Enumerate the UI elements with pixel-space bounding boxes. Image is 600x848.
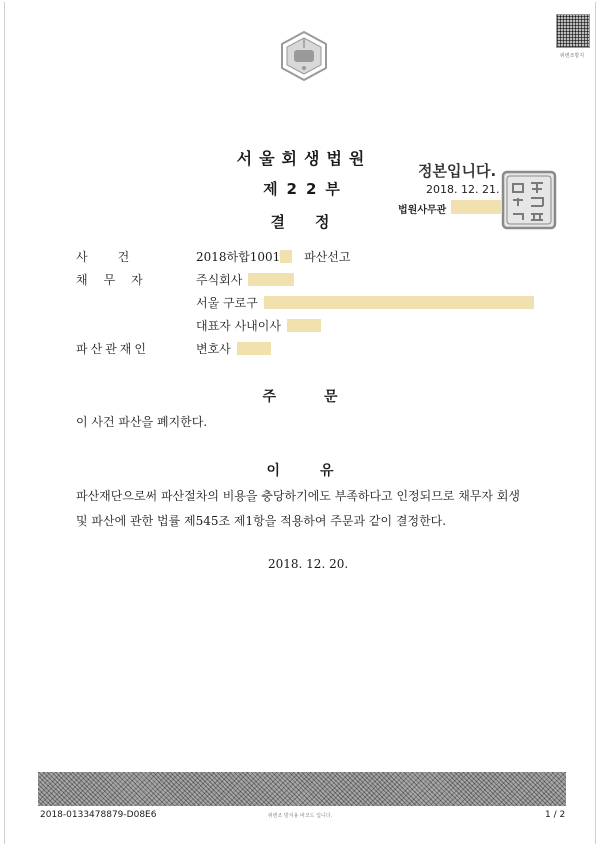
qr-caption: 위변조방지 (559, 53, 585, 59)
reason-line-2: 및 파산에 관한 법률 제545조 제1항을 적용하여 주문과 같이 결정한다. (76, 514, 447, 528)
debtor-company: 주식회사 (196, 273, 243, 287)
court-emblem-icon (278, 30, 330, 82)
trustee-title: 변호사 (196, 342, 231, 356)
debtor-rep-line (196, 317, 321, 334)
case-name: 파산선고 (304, 250, 351, 264)
page-number: 1 / 2 (545, 810, 566, 820)
case-number: 2018하합1001 (196, 250, 281, 264)
court-name: 서울회생법원 (236, 149, 372, 168)
document-type: 결정 (270, 213, 360, 231)
debtor-address: 서울 구로구 (196, 296, 258, 310)
reason-line-1: 파산재단으로써 파산절차의 비용을 충당하기에도 부족하다고 인정되므로 채무자 회생 (76, 489, 521, 503)
redaction (264, 296, 534, 309)
certification-date: 2018. 12. 21. (426, 183, 500, 196)
redaction-clerk-name (451, 200, 501, 214)
order-heading: 주문 (262, 389, 386, 405)
redaction (280, 250, 292, 263)
case-line (196, 248, 350, 265)
debtor-address-line (196, 294, 534, 311)
redaction (287, 319, 321, 332)
qr-code (556, 14, 590, 48)
trustee-line (196, 340, 271, 357)
case-label: 사건 (76, 250, 160, 264)
debtor-company-line (196, 271, 294, 288)
redaction (248, 273, 294, 286)
debtor-label: 채무자 (76, 273, 159, 287)
clerk-label: 법원사무관 (398, 205, 447, 216)
anti-forgery-barcode (38, 772, 566, 806)
debtor-representative: 대표자 사내이사 (196, 319, 281, 333)
division: 제22부 (263, 180, 349, 198)
certified-copy-stamp: 정본입니다. (418, 162, 497, 180)
order-text: 이 사건 파산을 폐지한다. (76, 415, 208, 429)
document-id: 2018-0133478879-D08E6 (40, 810, 157, 820)
official-seal-icon (501, 170, 557, 230)
footer-note: 위변조 방지용 바코드 입니다. (267, 813, 333, 819)
decision-date: 2018. 12. 20. (268, 557, 349, 571)
redaction (237, 342, 271, 355)
reason-heading: 이유 (266, 463, 374, 479)
trustee-label: 파산관재인 (76, 342, 149, 356)
